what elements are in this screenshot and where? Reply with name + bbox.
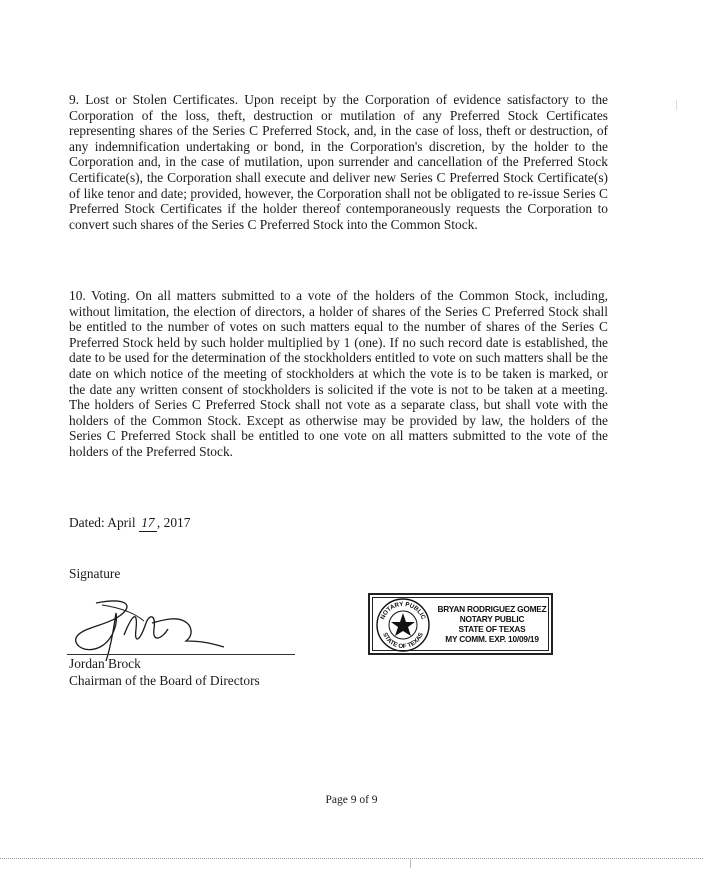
- scan-edge-line: [0, 858, 703, 859]
- notary-commission-expiry: MY COMM. EXP. 10/09/19: [445, 634, 539, 644]
- signature-label: Signature: [69, 566, 121, 581]
- notary-seal-star-icon: [374, 597, 432, 653]
- notary-stamp: [368, 593, 553, 655]
- date-suffix: , 2017: [156, 515, 191, 530]
- notary-state: STATE OF TEXAS: [458, 624, 526, 634]
- svg-text:STATE OF TEXAS: [381, 632, 425, 651]
- date-prefix: Dated: April: [69, 515, 139, 530]
- seal-bottom-text: STATE OF TEXAS: [381, 631, 425, 651]
- page-number: Page 9 of 9: [325, 794, 378, 806]
- signer-name: Jordan Brock: [69, 656, 141, 671]
- notary-role: NOTARY PUBLIC: [459, 614, 525, 624]
- signer-title: Chairman of the Board of Directors: [69, 673, 260, 688]
- date-day-handwritten: 17: [139, 515, 157, 532]
- margin-mark: [676, 100, 677, 110]
- scan-edge-tick: [410, 858, 411, 868]
- section-9-lost-or-stolen-certificates: 9. Lost or Stolen Certificates. Upon receipt by the Corporation of evidence satisfactory to the Corporation of the loss, theft, destruction or mutilation of any Preferred Stock Certificates representing shares of the Series C Preferred Stock, and, in the case of loss, theft or destruction, of any indemnification undertaking or bond, in the Corporation's discretion, by the holder to the Corporation and, in the case of mutilation, upon surrender and cancellation of the Preferred Stock Certificate(s), the Corporation shall execute and deliver new Series C Preferred Stock Certificate(s) of like tenor and date; provided, however, the Corporation shall not be obligated to re-issue Series C Preferred Stock Certificates if the holder thereof contemporaneously requests the Corporation to convert such shares of the Series C Preferred Stock into the Common Stock.: [69, 92, 608, 232]
- date-line: [69, 515, 190, 532]
- section-10-voting: 10. Voting. On all matters submitted to a vote of the holders of the Common Stock, including, without limitation, the election of directors, a holder of shares of the Series C Preferred Stock shall be entitled to the number of votes on such matters equal to the number of shares of the Series C Preferred Stock held by such holder multiplied by 1 (one). If no such record date is established, the date to be used for the determination of the stockholders entitled to vote on such matters shall be the date on which notice of the meeting of stockholders at which the vote is to be taken is marked, or the date any written consent of stockholders is solicited if the vote is not to be taken at a meeting. The holders of Series C Preferred Stock shall not vote as a separate class, but shall vote with the holders of the Common Stock. Except as otherwise may be provided by law, the holders of the Series C Preferred Stock shall be entitled to one vote on all matters submitted to the vote of the holders of the Preferred Stock.: [69, 288, 608, 459]
- seal-top-text: NOTARY PUBLIC: [379, 600, 427, 621]
- notary-stamp-text: [434, 604, 550, 644]
- notary-name: BRYAN RODRIGUEZ GOMEZ: [437, 604, 547, 614]
- signature-line: [67, 654, 295, 655]
